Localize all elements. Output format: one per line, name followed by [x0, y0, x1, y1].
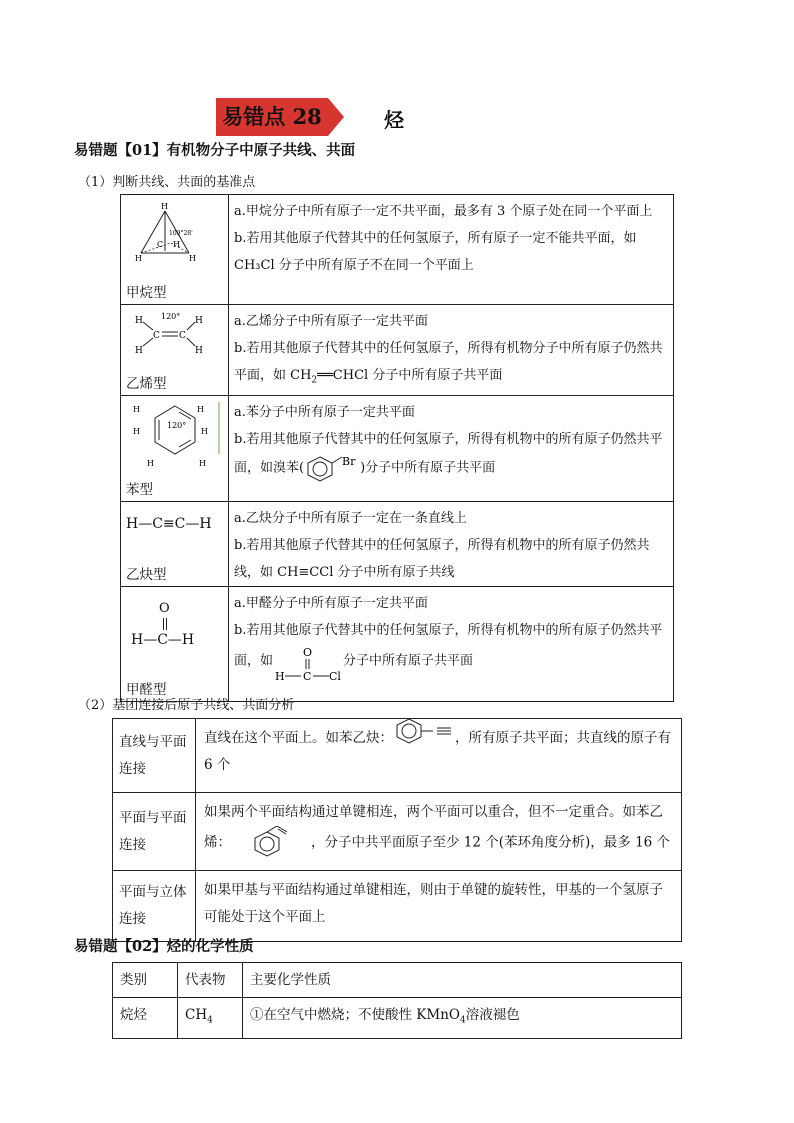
desc-line: a.苯分子中所有原子一定共平面 [234, 404, 415, 420]
desc-cell [229, 305, 674, 396]
type-cell [121, 305, 229, 396]
label-H: H [135, 346, 143, 355]
table-header-row [113, 963, 682, 998]
phenylacetylene-figure [393, 715, 455, 749]
type-cell: 平面与立体连接 [113, 871, 196, 942]
bromobenzene-figure [304, 453, 360, 483]
subscript: 4 [207, 1015, 213, 1026]
table-row [113, 871, 682, 942]
desc-cell: 如果甲基与平面结构通过单键相连，则由于单键的旋转性，甲基的一个氢原子可能处于这个平面上 [196, 871, 682, 942]
label-H: H [173, 240, 180, 249]
label-H: H [133, 404, 140, 414]
desc-text: ，分子中共平面原子至少 12 个(苯环角度分析)，最多 16 个 [311, 834, 671, 851]
label-O: O [303, 645, 313, 659]
type-cell [121, 501, 229, 586]
label-H: H [275, 669, 285, 683]
label-H: H [161, 202, 168, 211]
desc-line: a.甲醛分子中所有原子一定共平面 [234, 595, 428, 611]
type-label: 乙炔型 [126, 566, 167, 583]
table-row [121, 501, 674, 586]
label-H: H [199, 458, 206, 468]
rep-text: CH [185, 1007, 208, 1023]
label-angle: 120° [161, 312, 181, 321]
desc-text: b.若用其他原子代替其中的任何氢原子，所得有机物分子中所有原子仍然共平面，如 CH [234, 341, 663, 383]
desc-line [234, 426, 667, 483]
label-C: C [153, 331, 160, 341]
label-H: H [135, 316, 143, 326]
header-cell: 主要化学性质 [243, 963, 682, 998]
double-bond-mark [163, 618, 164, 630]
desc-line: a.甲烷分子中所有原子一定不共平面，最多有 3 个原子处在同一个平面上 [234, 204, 653, 219]
table-row [121, 395, 674, 501]
table-row [113, 719, 682, 793]
connection-table [112, 718, 682, 942]
type-label: 苯型 [126, 481, 153, 498]
label-C: C [303, 669, 312, 683]
desc-cell [229, 586, 674, 701]
desc-text: b.若用其他原子代替其中的任何氢原子，所得有机物中的所有原子仍然共平面，如 [234, 622, 663, 669]
subheading-2: （2）基团连接后原子共线、共面分析 [78, 698, 295, 713]
desc-text: )分子中所有原子共平面 [360, 460, 496, 476]
desc-text: b.若用其他原子代替其中的任何氢原子，所得有机物中的所有原子仍然共平面，如溴苯( [234, 431, 663, 476]
double-bond-mark [166, 618, 167, 630]
styrene-figure [231, 826, 311, 860]
desc-line [234, 335, 667, 395]
ethylene-figure [131, 309, 211, 355]
header-cell: 类别 [113, 963, 178, 998]
type-cell: 平面与平面连接 [113, 793, 196, 871]
desc-line [234, 617, 667, 683]
formaldehyde-O: O [159, 600, 170, 616]
table-row [113, 998, 682, 1039]
desc-text: 如果两个平面结构通过单键相连，两个平面可以重合，但不一定重合。如苯乙烯： [204, 804, 663, 851]
type-label: 甲烷型 [126, 285, 167, 301]
category-cell: 烷烃 [113, 998, 178, 1039]
section1-title: 易错题【01】有机物分子中原子共线、共面 [74, 142, 356, 159]
formaldehyde-formula: H—C—H [131, 631, 195, 648]
label-H: H [147, 458, 154, 468]
property-cell [243, 998, 682, 1039]
table-row [121, 195, 674, 305]
rep-cell [178, 998, 243, 1039]
label-H: H [135, 254, 142, 261]
basis-table [120, 194, 674, 702]
desc-text: 直线在这个平面上。如苯乙炔： [204, 730, 393, 746]
page-topic: 烃 [384, 108, 404, 132]
prop-text: 溶液褪色 [465, 1007, 520, 1023]
desc-text: 分子中所有原子共平面 [343, 653, 474, 669]
banner-label: 易错点 28 [222, 104, 322, 129]
desc-line: b.若用其他原子代替其中的任何氢原子，所得有机物中的所有原子仍然共线，如 CH≡CCl 分子中所有原子共线 [234, 537, 650, 580]
subscript: 4 [459, 1015, 466, 1026]
label-Cl: Cl [329, 669, 341, 683]
properties-table [112, 962, 682, 1039]
desc-line: b.若用其他原子代替其中的任何氢原子，所有原子一定不能共平面，如 CH₃Cl 分子中所有原子不在同一个平面上 [234, 231, 637, 273]
label-angle: 120° [167, 420, 187, 430]
label-C: C [179, 331, 186, 341]
desc-line: a.乙烯分子中所有原子一定共平面 [234, 314, 428, 329]
label-C: C [157, 240, 164, 249]
acetylene-formula: H—C≡C—H [126, 515, 212, 532]
type-label: 甲醛型 [126, 681, 167, 698]
prop-text: ①在空气中燃烧；不使酸性 KMnO [250, 1007, 460, 1023]
desc-cell [196, 719, 682, 793]
subheading-1: （1）判断共线、共面的基准点 [78, 175, 256, 190]
table-row [113, 793, 682, 871]
title-banner [216, 98, 344, 136]
desc-cell [229, 195, 674, 305]
label-H: H [201, 426, 208, 436]
type-cell: 直线与平面连接 [113, 719, 196, 793]
type-cell [121, 586, 229, 701]
benzene-figure [131, 400, 225, 470]
type-label: 乙烯型 [126, 375, 167, 392]
formyl-chloride-figure [273, 644, 343, 684]
desc-cell [229, 501, 674, 586]
desc-cell [196, 793, 682, 871]
desc-line: a.乙炔分子中所有原子一定在一条直线上 [234, 510, 467, 526]
label-angle: 109°28' [169, 230, 193, 237]
label-H: H [195, 346, 203, 355]
label-H: H [133, 426, 140, 436]
label-H: H [195, 316, 203, 326]
table-row [121, 586, 674, 701]
desc-cell [229, 395, 674, 501]
label-Br: Br [342, 454, 356, 468]
subscript: 2 [311, 375, 318, 386]
header-cell: 代表物 [178, 963, 243, 998]
type-cell [121, 195, 229, 305]
label-H: H [189, 254, 196, 261]
section2-title: 易错题【02】烃的化学性质 [74, 938, 254, 955]
desc-text: ，所有原子共平面；共直线的原子有 6 个 [204, 730, 671, 773]
label-H: H [197, 404, 204, 414]
type-cell [121, 395, 229, 501]
table-row [121, 305, 674, 396]
desc-text: ══CHCl 分子中所有原子共平面 [317, 368, 503, 383]
methane-figure [131, 199, 211, 261]
